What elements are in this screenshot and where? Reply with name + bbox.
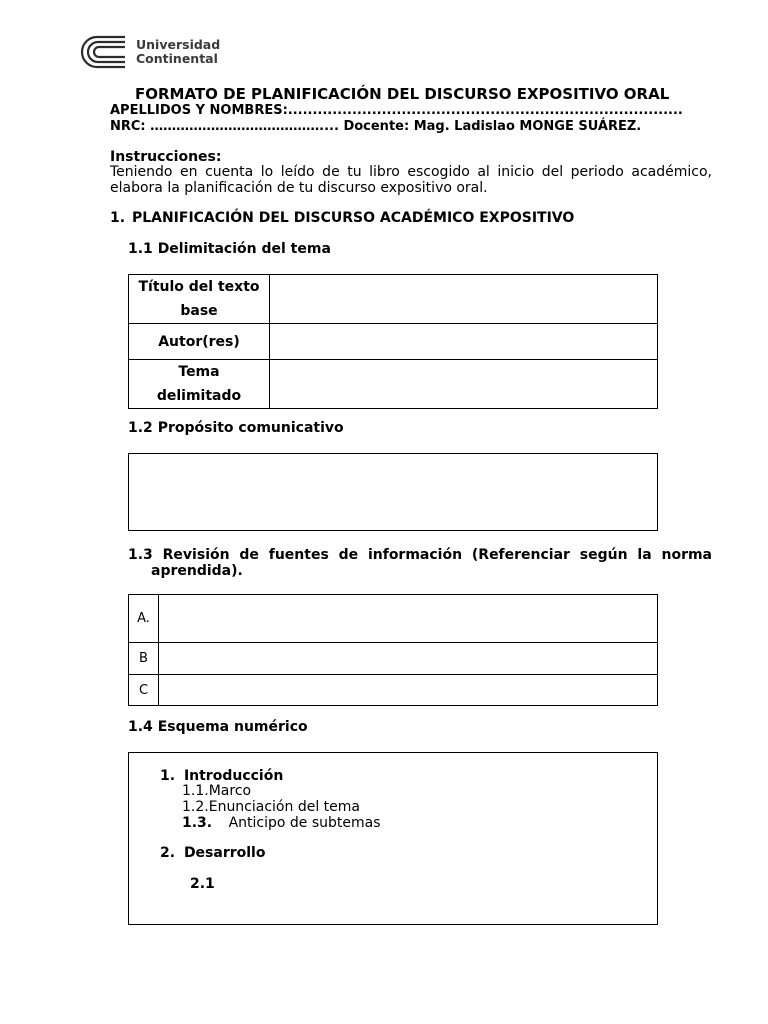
document-title: FORMATO DE PLANIFICACIÓN DEL DISCURSO EXPOSITIVO ORAL — [135, 85, 670, 103]
nrc-line — [110, 119, 641, 135]
outline-item — [182, 783, 251, 799]
sources-table — [128, 594, 658, 706]
table-row — [129, 643, 658, 675]
outline-item-label: Anticipo de subtemas — [228, 815, 381, 831]
author-input-cell[interactable] — [270, 324, 658, 360]
section-1-2-title: Propósito comunicativo — [157, 420, 344, 436]
table-row — [129, 275, 658, 324]
outline-item — [160, 768, 283, 784]
outline-item-label: Marco — [208, 783, 252, 799]
outline-item-number: 2. — [160, 845, 176, 861]
instructions-text — [110, 164, 712, 196]
table-label-cell — [129, 360, 270, 409]
row-title-label-2: base — [180, 303, 218, 319]
source-label-a: A. — [129, 595, 159, 643]
row-topic-label-2: delimitado — [156, 388, 242, 404]
nrc-field: NRC: ………………………………….... — [110, 119, 344, 134]
section-1-heading — [110, 210, 574, 226]
docente-label: Docente: Mag. Ladislao MONGE SUÁREZ. — [343, 119, 642, 134]
name-line: APELLIDOS Y NOMBRES:................................................................................ — [110, 103, 683, 118]
section-1-2-number: 1.2 — [128, 420, 153, 436]
table-label-cell — [129, 275, 270, 324]
section-1-3-line-2: aprendida). — [151, 563, 243, 579]
section-1-3-heading — [128, 547, 712, 579]
outline-item-number: 1. — [160, 768, 176, 784]
instructions-heading: Instrucciones: — [110, 149, 222, 165]
section-1-3-title: Revisión de fuentes de información (Referenciar según la norma — [162, 547, 713, 563]
row-title-label: Título del texto — [138, 279, 260, 295]
section-1-title: PLANIFICACIÓN DEL DISCURSO ACADÉMICO EXPOSITIVO — [131, 210, 575, 226]
section-1-4-heading — [128, 719, 308, 735]
outline-item-label: Introducción — [183, 768, 284, 784]
logo-text — [136, 38, 220, 66]
section-1-2-heading — [128, 420, 344, 436]
instructions-line-2: elabora la planificación de tu discurso expositivo oral. — [110, 180, 488, 196]
section-1-4-number: 1.4 — [128, 719, 153, 735]
outline-item-number: 2.1 — [190, 876, 215, 892]
section-1-1-heading — [128, 241, 331, 257]
row-topic-label: Tema — [178, 364, 220, 380]
outline-item-label: Desarrollo — [183, 845, 266, 861]
outline-item-number: 1.1. — [182, 783, 209, 799]
table-row — [129, 324, 658, 360]
table-row — [129, 595, 658, 643]
section-1-1-title: Delimitación del tema — [157, 241, 331, 257]
table-label-cell — [129, 324, 270, 360]
section-1-1-number: 1.1 — [128, 241, 153, 257]
outline-item — [160, 845, 265, 861]
topic-input-cell[interactable] — [270, 360, 658, 409]
outline-box[interactable] — [128, 752, 658, 925]
source-input-c[interactable] — [159, 675, 658, 706]
section-1-4-title: Esquema numérico — [157, 719, 308, 735]
logo-line-1: Universidad — [136, 37, 221, 52]
outline-item — [182, 799, 360, 815]
source-input-b[interactable] — [159, 643, 658, 675]
source-label-c: C — [129, 675, 159, 706]
row-author-label: Autor(res) — [158, 333, 240, 350]
source-label-b: B — [129, 643, 159, 675]
instructions-line-1: Teniendo en cuenta lo leído de tu libro escogido al inicio del periodo académico, — [110, 164, 712, 180]
outline-item-label: Enunciación del tema — [208, 799, 360, 815]
purpose-box[interactable] — [128, 453, 658, 531]
logo-line-2: Continental — [136, 51, 218, 66]
outline-item — [182, 815, 381, 831]
outline-item-number: 1.2. — [182, 799, 209, 815]
section-1-number: 1. — [110, 210, 126, 226]
title-input-cell[interactable] — [270, 275, 658, 324]
section-1-3-line-1 — [128, 547, 712, 563]
topic-table — [128, 274, 658, 409]
logo-mark-icon — [79, 34, 129, 70]
outline-item — [190, 876, 215, 892]
outline-item-number: 1.3. — [182, 815, 213, 831]
table-row — [129, 360, 658, 409]
source-input-a[interactable] — [159, 595, 658, 643]
table-row — [129, 675, 658, 706]
section-1-3-number: 1.3 — [128, 547, 153, 563]
